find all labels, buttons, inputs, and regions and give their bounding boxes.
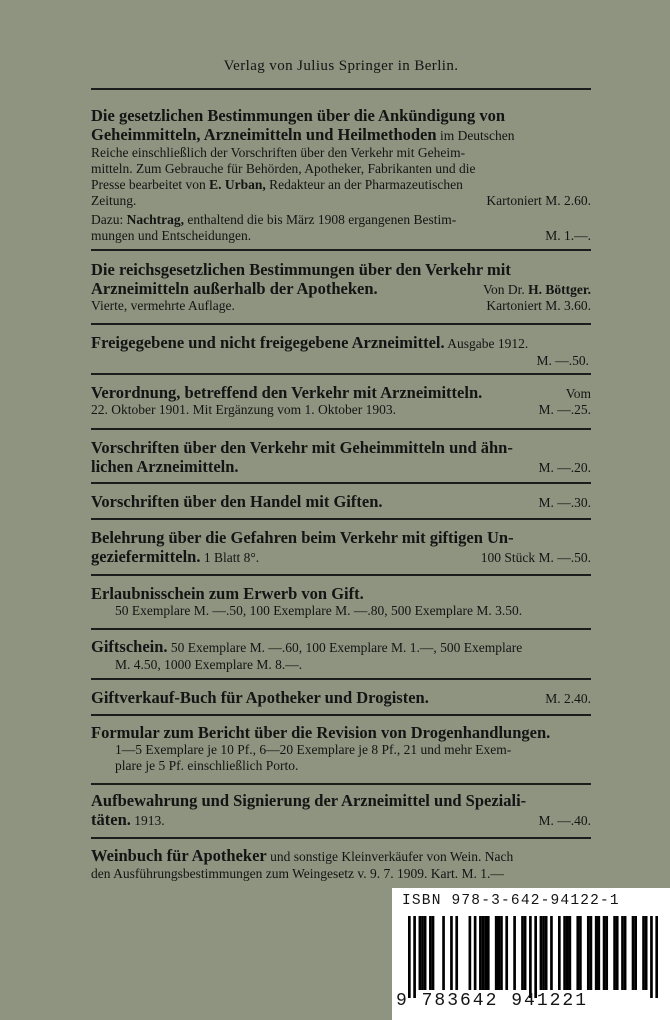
barcode-bar <box>442 916 445 990</box>
barcode-bar <box>419 916 422 990</box>
entry-text: Dazu: <box>91 212 127 227</box>
barcode-bar <box>500 916 503 990</box>
barcode-bar <box>587 916 590 990</box>
barcode-bar <box>424 916 427 990</box>
entry-text: Von Dr. <box>482 282 529 297</box>
entry-title-cont: Geheimmitteln, Arzneimitteln und Heilmethoden <box>91 125 437 144</box>
catalog-entry-handel-gifte <box>91 492 591 511</box>
entry-price: M. —.25. <box>538 402 591 417</box>
entry-author: E. Urban, <box>209 177 266 192</box>
entry-title: Aufbewahrung und Signierung der Arzneimittel und Speziali- <box>91 791 527 810</box>
barcode-bar <box>655 916 658 998</box>
barcode-bar <box>579 916 582 990</box>
entry-price: M. —.30. <box>538 495 591 510</box>
catalog-entry-belehrung <box>91 528 591 567</box>
entry-price: M. —.40. <box>538 813 591 828</box>
catalog-entry-aufbewahrung <box>91 791 591 830</box>
entry-text: 22. Oktober 1901. Mit Ergänzung vom 1. Oktober 1903. <box>91 402 396 417</box>
entry-title: Vorschriften über den Handel mit Giften. <box>91 492 383 511</box>
catalog-entry-vorschriften-geheimmittel <box>91 438 591 476</box>
barcode-bar <box>558 916 561 990</box>
barcode-bar <box>624 916 627 990</box>
divider <box>91 373 591 375</box>
barcode-bar <box>590 916 593 990</box>
barcode-bar <box>650 916 653 998</box>
divider <box>91 714 591 716</box>
entry-price-list: 50 Exemplare M. —.60, 100 Exemplare M. 1.—, 500 Exemplare <box>167 640 523 655</box>
entry-title: Die gesetzlichen Bestimmungen über die Ankündigung von <box>91 106 506 125</box>
barcode-bar <box>484 916 487 990</box>
barcode-bar <box>642 916 645 990</box>
entry-text: im Deutschen <box>436 128 515 143</box>
entry-text: Vom <box>565 386 591 401</box>
divider <box>91 628 591 630</box>
barcode-bar <box>474 916 477 990</box>
catalog-entry-giftschein <box>91 637 591 673</box>
entry-price-list: 50 Exemplare M. —.50, 100 Exemplare M. —.80, 500 Exemplare M. 3.50. <box>115 603 523 618</box>
catalog-entry-formular-revision <box>91 723 591 774</box>
catalog-entry-freigegebene-arzneimittel <box>91 333 591 369</box>
barcode-bar <box>621 916 624 990</box>
entry-text: 1913. <box>130 813 165 828</box>
entry-title-cont: täten. <box>91 810 131 829</box>
barcode-bar <box>469 916 472 990</box>
entry-title: Weinbuch für Apotheker <box>91 846 267 865</box>
entry-title: Formular zum Bericht über die Revision von Drogenhandlungen. <box>91 723 551 742</box>
publisher-header: Verlag von Julius Springer in Berlin. <box>223 58 459 74</box>
entry-title: Freigegebene und nicht freigegebene Arzneimittel. <box>91 333 445 352</box>
barcode-bars <box>408 916 658 998</box>
entry-text: mitteln. Zum Gebrauche für Behörden, Apotheker, Fabrikanten und die <box>91 161 476 176</box>
entry-author: H. Böttger. <box>528 282 591 297</box>
entry-text: Ausgabe 1912. <box>444 336 529 351</box>
entry-text: den Ausführungsbestimmungen zum Weingesetz v. 9. 7. 1909. Kart. M. 1.— <box>91 866 504 881</box>
barcode-bar <box>505 916 508 990</box>
barcode-bar <box>521 916 524 990</box>
divider <box>91 574 591 576</box>
divider <box>91 482 591 484</box>
catalog-entry-reichsgesetzliche-bestimmungen <box>91 260 591 314</box>
catalog-entry-erlaubnisschein <box>91 584 591 619</box>
entry-title: Giftschein. <box>91 637 168 656</box>
entry-price: Kartoniert M. 2.60. <box>486 193 591 208</box>
barcode-bar <box>603 916 606 990</box>
entry-price: Kartoniert M. 3.60. <box>486 298 591 313</box>
entry-price-list: 1—5 Exemplare je 10 Pf., 6—20 Exemplare je 8 Pf., 21 und mehr Exem- <box>115 742 512 757</box>
divider <box>91 249 591 251</box>
barcode-bar <box>616 916 619 990</box>
barcode-bar <box>482 916 485 990</box>
barcode-bar <box>545 916 548 990</box>
entry-price: 100 Stück M. —.50. <box>480 550 591 565</box>
entry-text: Zeitung. <box>91 193 137 208</box>
entry-price: M. —.50. <box>536 353 589 368</box>
catalog-entry-giftverkauf-buch <box>91 688 591 707</box>
barcode-bar <box>413 916 416 998</box>
divider <box>91 678 591 680</box>
barcode-bar <box>479 916 482 990</box>
barcode-bar <box>569 916 572 990</box>
entry-price: M. 1.—. <box>545 228 591 243</box>
barcode-bar <box>613 916 616 990</box>
barcode-bar <box>534 916 537 998</box>
barcode-bar <box>540 916 543 990</box>
entry-supplement: Nachtrag, <box>126 212 184 227</box>
entry-text: Reiche einschließlich der Vorschriften über den Verkehr mit Geheim- <box>91 145 466 160</box>
entry-text: plare je 5 Pf. einschließlich Porto. <box>115 758 299 773</box>
isbn-barcode <box>392 888 670 1020</box>
barcode-bar <box>529 916 532 998</box>
barcode-bar <box>429 916 432 990</box>
barcode-bar <box>566 916 569 990</box>
divider <box>91 88 591 90</box>
divider <box>91 783 591 785</box>
entry-title: Erlaubnisschein zum Erwerb von Gift. <box>91 584 364 603</box>
barcode-bar <box>487 916 490 990</box>
barcode-bar <box>595 916 598 990</box>
barcode-bar <box>450 916 453 990</box>
entry-price-list: M. 4.50, 1000 Exemplare M. 8.—. <box>115 657 303 672</box>
divider <box>91 323 591 325</box>
entry-text: mungen und Entscheidungen. <box>91 228 252 243</box>
divider <box>91 518 591 520</box>
barcode-bar <box>632 916 635 990</box>
entry-title: Belehrung über die Gefahren beim Verkehr mit giftigen Un- <box>91 528 514 547</box>
divider <box>91 837 591 839</box>
barcode-bar <box>634 916 637 990</box>
barcode-bar <box>645 916 648 990</box>
barcode-bar <box>513 916 516 990</box>
barcode-bar <box>497 916 500 990</box>
entry-text: 1 Blatt 8°. <box>200 550 260 565</box>
barcode-bar <box>563 916 566 990</box>
barcode-bar <box>495 916 498 990</box>
barcode-bar <box>524 916 527 990</box>
entry-text: und sonstige Kleinverkäufer von Wein. Nach <box>266 849 514 864</box>
entry-title: Vorschriften über den Verkehr mit Geheimmitteln und ähn- <box>91 438 513 457</box>
entry-title: Verordnung, betreffend den Verkehr mit Arzneimitteln. <box>91 383 483 402</box>
entry-title: Giftverkauf-Buch für Apotheker und Drogisten. <box>91 688 429 707</box>
barcode-bar <box>421 916 424 990</box>
entry-text: Presse bearbeitet von <box>91 177 210 192</box>
barcode-digits: 9 783642 941221 <box>396 991 589 1011</box>
entry-title-cont: Arzneimitteln außerhalb der Apotheken. <box>91 279 378 298</box>
catalog-entry-bestimmungen-ankuendigung <box>91 106 591 244</box>
entry-title: Die reichsgesetzlichen Bestimmungen über den Verkehr mit <box>91 260 511 279</box>
entry-price: M. 2.40. <box>545 691 591 706</box>
barcode-bar <box>408 916 411 998</box>
entry-text: Vierte, vermehrte Auflage. <box>91 298 235 313</box>
catalog-entry-verordnung <box>91 383 591 418</box>
entry-text: enthaltend die bis März 1908 ergangenen Bestim- <box>183 212 457 227</box>
barcode-bar <box>550 916 553 990</box>
barcode-bar <box>432 916 435 990</box>
entry-price: M. —.20. <box>538 460 591 475</box>
entry-title-cont: lichen Arzneimitteln. <box>91 457 239 476</box>
catalog-entry-weinbuch <box>91 846 591 882</box>
barcode-bar <box>455 916 458 990</box>
entry-title-cont: geziefermitteln. <box>91 547 201 566</box>
divider <box>91 428 591 430</box>
entry-text: Redakteur an der Pharmazeutischen <box>265 177 463 192</box>
barcode-bar <box>542 916 545 990</box>
barcode-bar <box>605 916 608 990</box>
barcode-bar <box>576 916 579 990</box>
barcode-bar <box>597 916 600 990</box>
isbn-label: ISBN 978-3-642-94122-1 <box>402 893 620 909</box>
